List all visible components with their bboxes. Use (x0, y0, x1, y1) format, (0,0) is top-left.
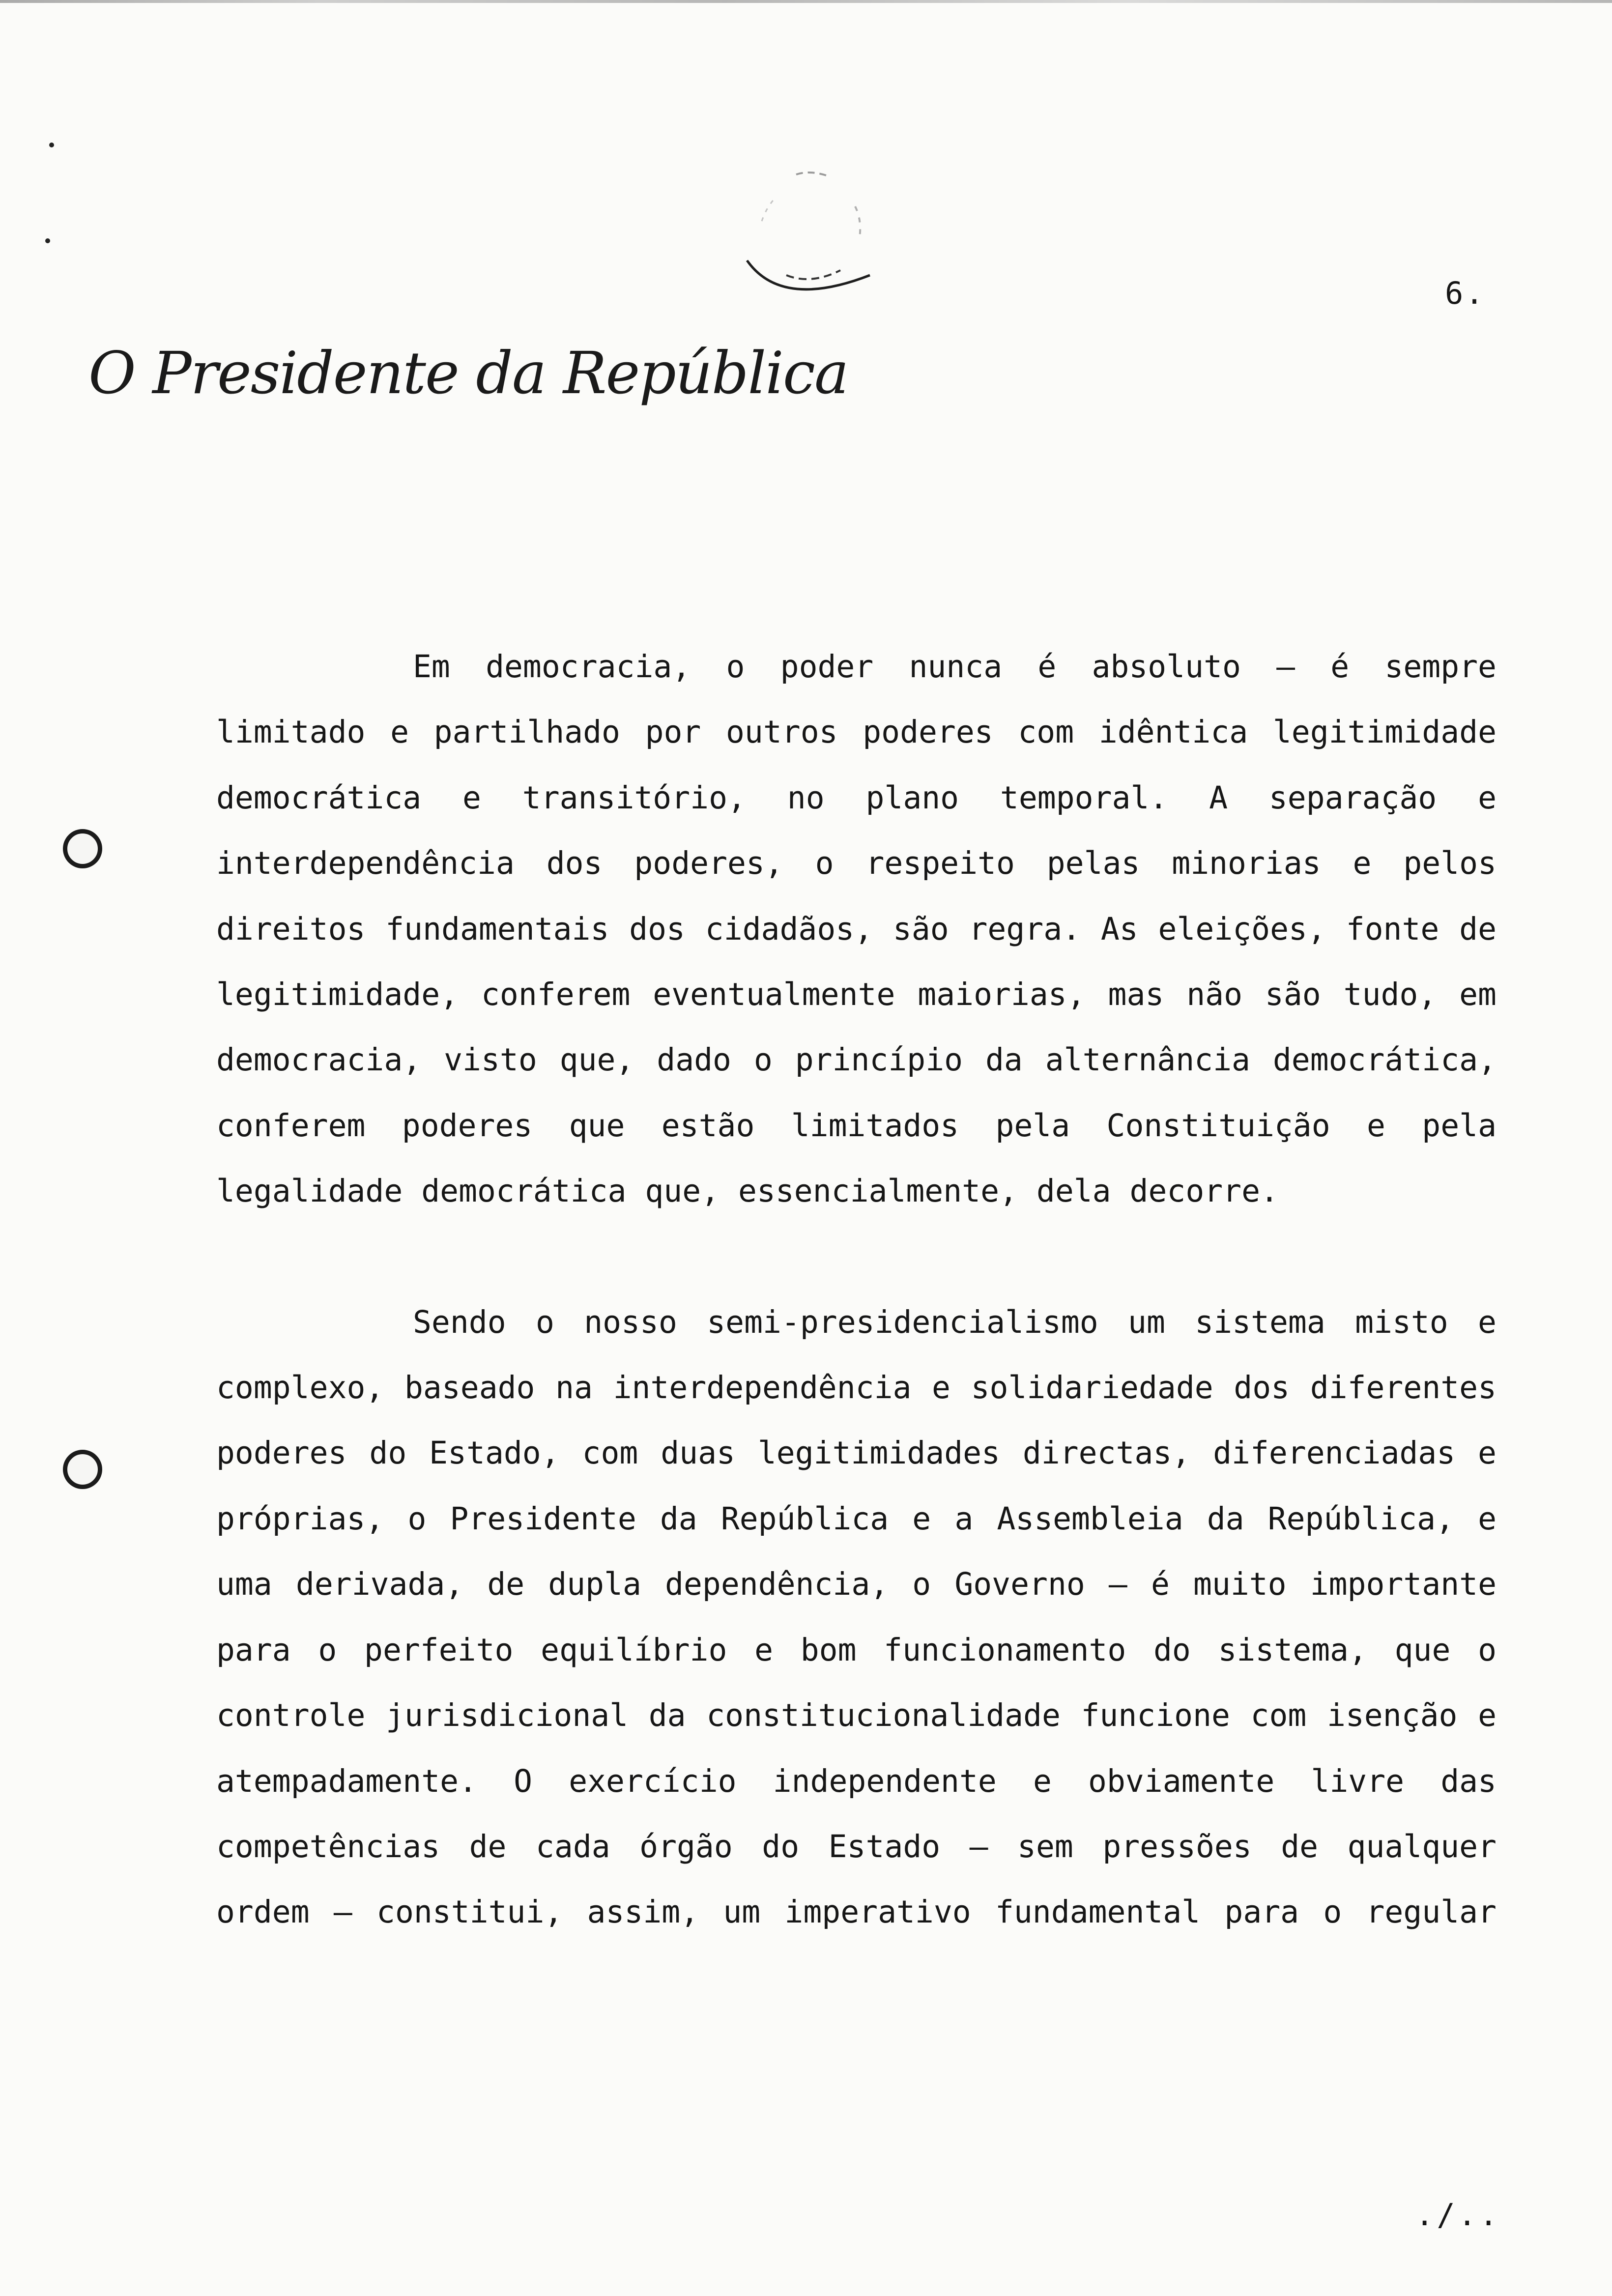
punch-hole (63, 829, 102, 868)
letterhead: O Presidente da República (88, 339, 848, 407)
punch-hole (63, 1450, 102, 1489)
scan-top-edge (0, 0, 1612, 3)
scan-speck (49, 143, 54, 147)
scan-speck (45, 238, 50, 243)
document-body (216, 634, 1497, 1945)
paragraph: Em democracia, o poder nunca é absoluto – é sempre limitado e partilhado por outros poderes com idêntica legitimidade democrática e transitório, no plano temporal. A separação e interdependência dos poderes, o respeito pelas minorias e pelos direitos fundamentais dos cidadãos, são regra. As eleições, fonte de legitimidade, conferem eventualmente maiorias, mas não são tudo, em democracia, visto que, dado o princípio da alternância democrática, conferem poderes que estão limitados pela Constituição e pela legalidade democrática que, essencialmente, dela decorre. (216, 649, 1497, 1209)
continuation-mark: ./.. (1415, 2197, 1501, 2233)
embossed-seal-icon (737, 162, 885, 319)
page-number: 6. (1445, 275, 1486, 311)
paragraph: Sendo o nosso semi-presidencialismo um sistema misto e complexo, baseado na interdependência e solidariedade dos diferentes poderes do Estado, com duas legitimidades directas, diferenciadas e próprias, o Presidente da República e a Assembleia da República, e uma derivada, de dupla dependência, o Governo – é muito importante para o perfeito equilíbrio e bom funcionamento do sistema, que o controle jurisdicional da constitucionalidade funcione com isenção e atempadamente. O exercício independente e obviamente livre das competências de cada órgão do Estado – sem pressões de qualquer ordem – constitui, assim, um imperativo fundamental para o regular (216, 1304, 1497, 1930)
